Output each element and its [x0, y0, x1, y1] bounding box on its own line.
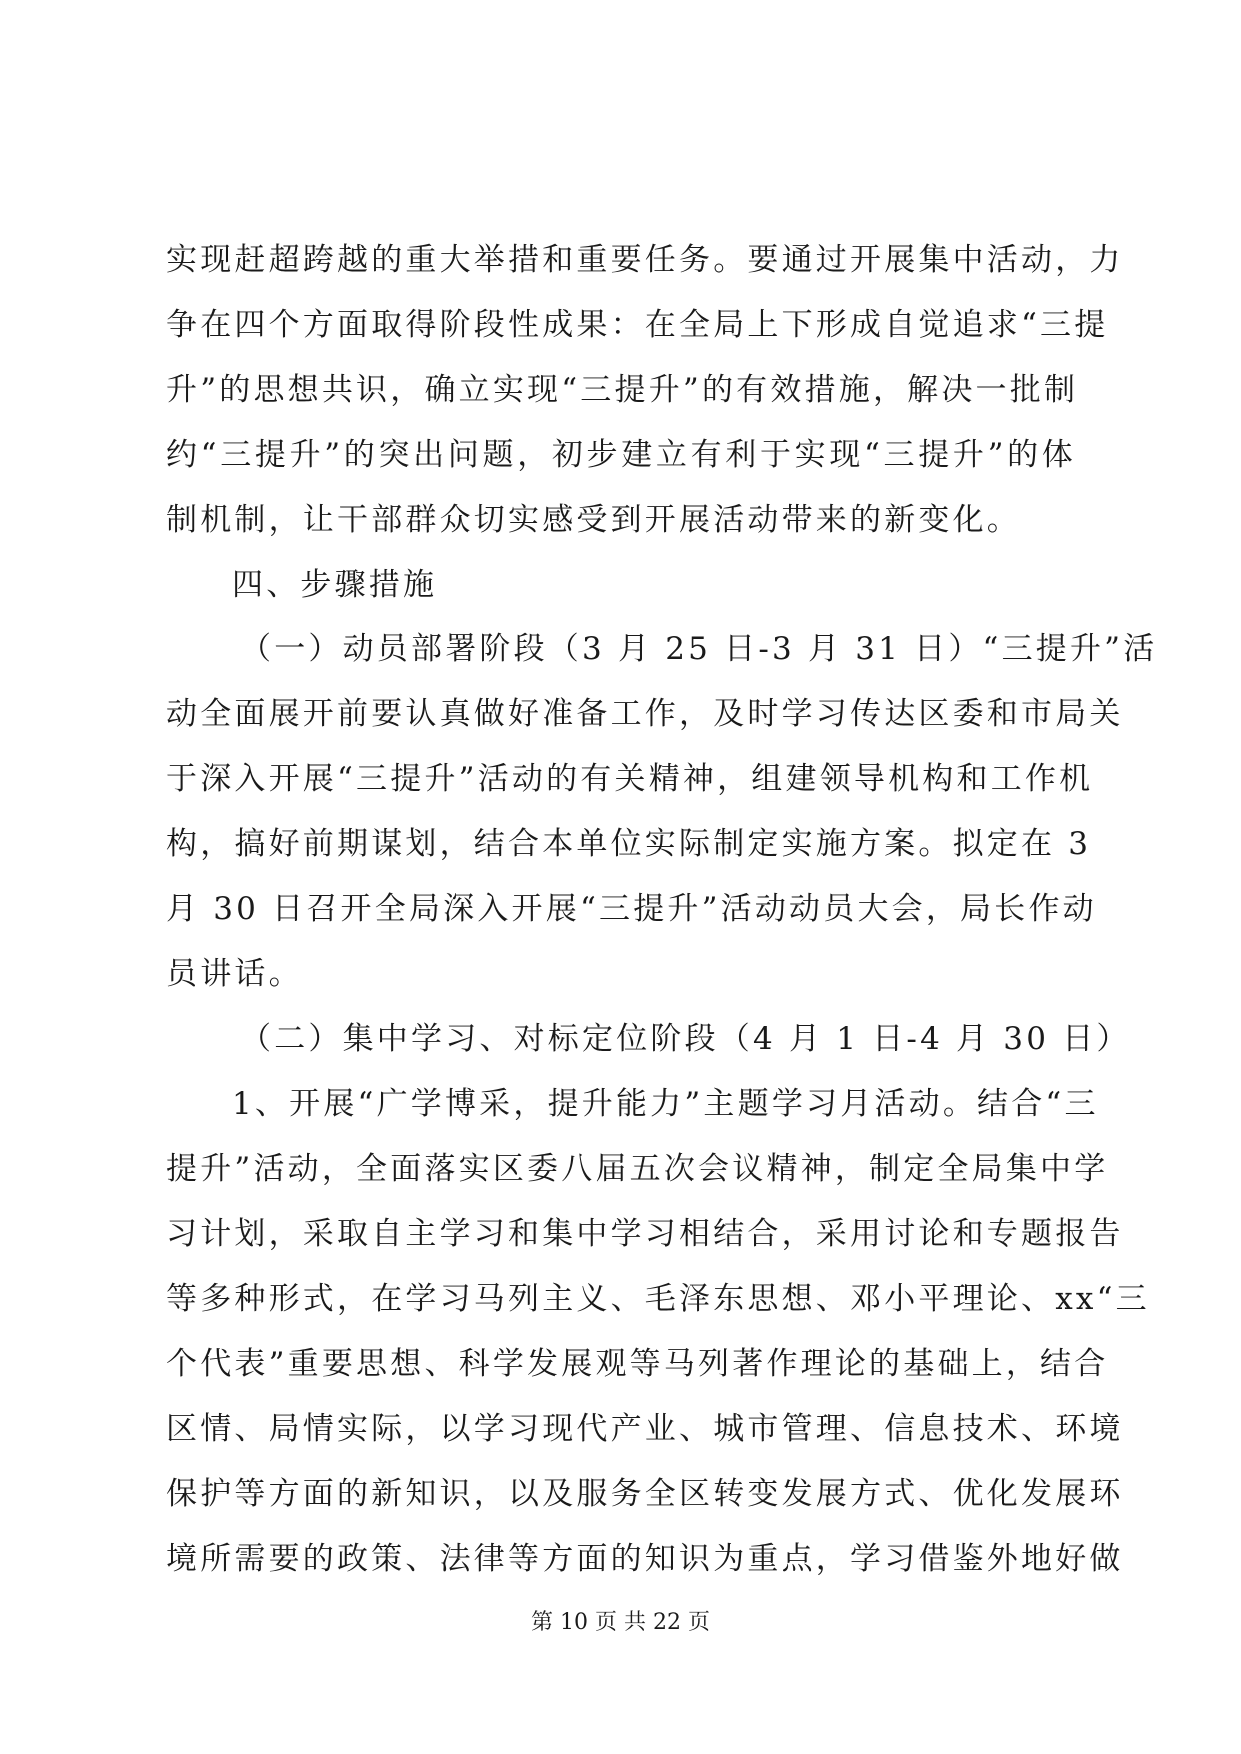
paragraph-line: 升”的思想共识，确立实现“三提升”的有效措施，解决一批制	[166, 372, 1079, 408]
paragraph-line: 构，搞好前期谋划，结合本单位实际制定实施方案。拟定在 3	[166, 826, 1092, 862]
paragraph-line: 习计划，采取自主学习和集中学习相结合，采用讨论和专题报告	[166, 1216, 1124, 1252]
paragraph-line: 争在四个方面取得阶段性成果：在全局上下形成自觉追求“三提	[166, 307, 1109, 343]
paragraph-line: 等多种形式，在学习马列主义、毛泽东思想、邓小平理论、xx“三	[166, 1281, 1150, 1317]
paragraph-line: 提升”活动，全面落实区委八届五次会议精神，制定全局集中学	[166, 1151, 1109, 1187]
paragraph-line: 制机制，让干部群众切实感受到开展活动带来的新变化。	[166, 502, 1021, 538]
page-number-footer: 第 10 页 共 22 页	[531, 1610, 710, 1635]
paragraph-line: 月 30 日召开全局深入开展“三提升”活动动员大会，局长作动	[166, 891, 1097, 927]
paragraph-line: 于深入开展“三提升”活动的有关精神，组建领导机构和工作机	[166, 761, 1094, 797]
paragraph-line: 个代表”重要思想、科学发展观等马列著作理论的基础上，结合	[166, 1346, 1109, 1382]
paragraph-line: 实现赶超跨越的重大举措和重要任务。要通过开展集中活动，力	[166, 242, 1124, 278]
subsection-heading: （二）集中学习、对标定位阶段（4 月 1 日-4 月 30 日）	[240, 1021, 1131, 1057]
section-heading: 四、步骤措施	[232, 567, 438, 603]
paragraph-line: 区情、局情实际，以学习现代产业、城市管理、信息技术、环境	[166, 1411, 1124, 1447]
paragraph-line: 1、开展“广学博采，提升能力”主题学习月活动。结合“三	[232, 1086, 1099, 1122]
paragraph-line: 保护等方面的新知识，以及服务全区转变发展方式、优化发展环	[166, 1476, 1124, 1512]
paragraph-line: 境所需要的政策、法律等方面的知识为重点，学习借鉴外地好做	[166, 1541, 1124, 1577]
paragraph-line: 动全面展开前要认真做好准备工作，及时学习传达区委和市局关	[166, 696, 1124, 732]
paragraph-line: 约“三提升”的突出问题，初步建立有利于实现“三提升”的体	[166, 437, 1076, 473]
paragraph-line: （一）动员部署阶段（3 月 25 日-3 月 31 日）“三提升”活	[240, 631, 1158, 667]
paragraph-line: 员讲话。	[166, 956, 303, 992]
